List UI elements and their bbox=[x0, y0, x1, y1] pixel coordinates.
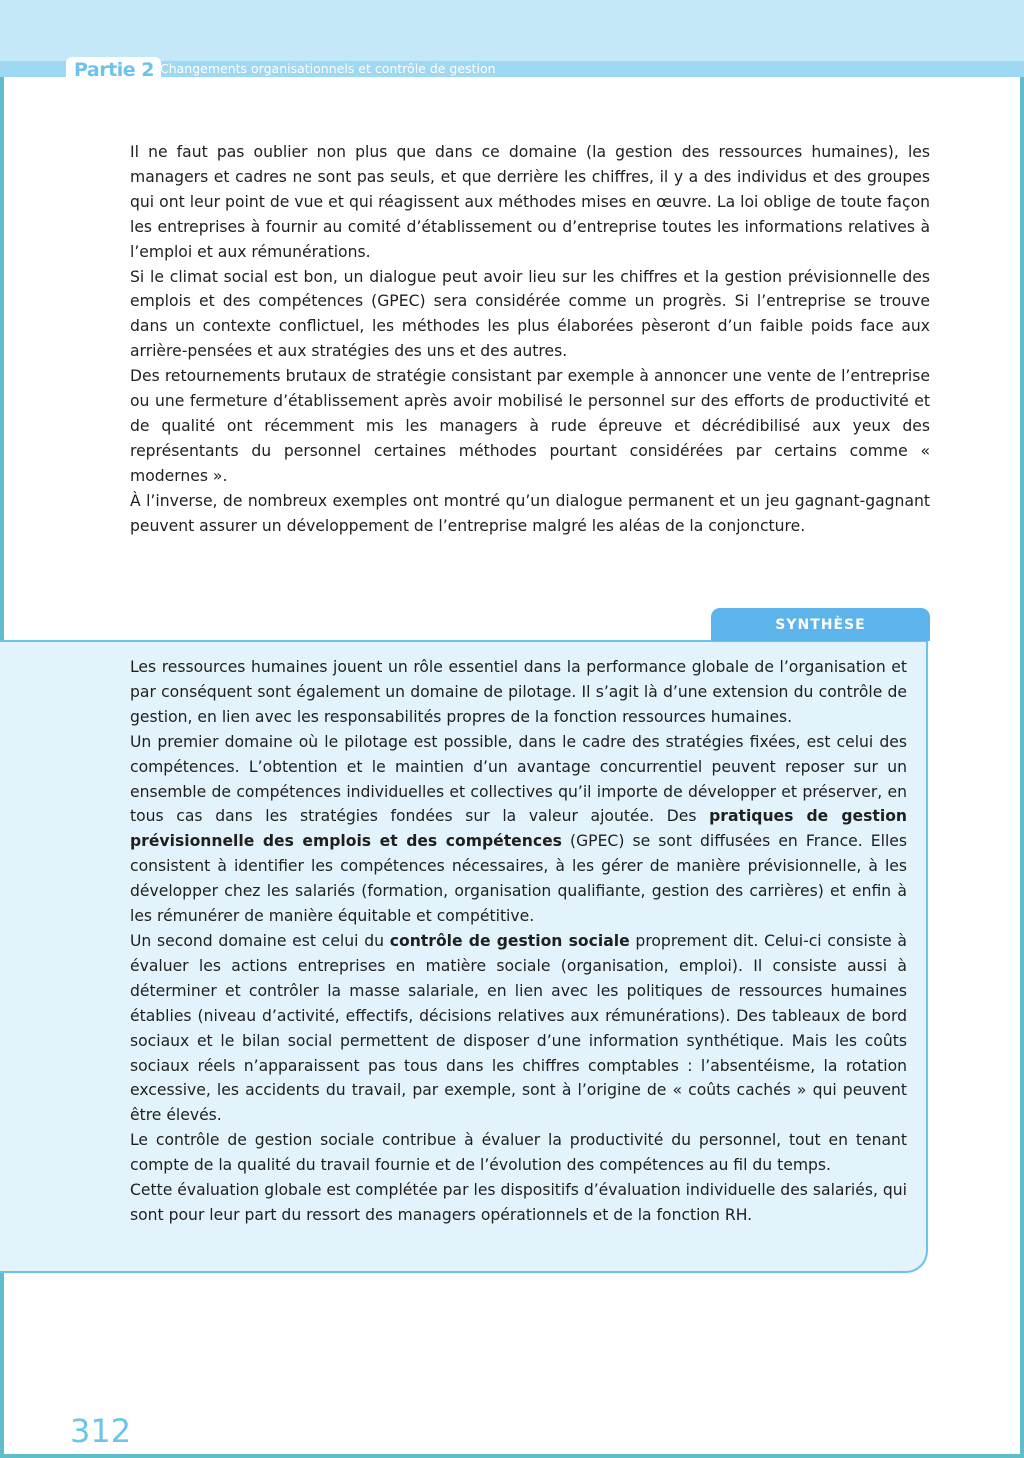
synthese-text-run: Un premier domaine où le pilotage est possible, dans le cadre des stratégies fixées, est celui des compétences. L’obtention et le maintien d’un avantage concurrentiel peuvent reposer sur un ensemble de compétences individuelles et collectives qu’il importe de développer et préserver, en tous cas dans les stratégies fondées sur la valeur ajoutée. Des bbox=[130, 732, 907, 826]
synthese-paragraph-1: Les ressources humaines jouent un rôle essentiel dans la performance globale de l’organisation et par conséquent sont également un domaine de pilotage. Il s’agit là d’une extension du contrôle de gestion, en lien avec les responsabilités propres de la fonction ressources humaines. bbox=[130, 658, 907, 726]
body-text bbox=[130, 140, 930, 539]
synthese-bold-gpec: pratiques de gestion prévisionnelle des emplois et des compétences bbox=[130, 807, 908, 851]
page-frame-bottom bbox=[0, 1454, 1024, 1458]
synthese-paragraph-3 bbox=[130, 929, 907, 1128]
synthese-text-run: Un second domaine est celui du bbox=[130, 931, 390, 950]
body-paragraph-4: À l’inverse, de nombreux exemples ont montré qu’un dialogue permanent et un jeu gagnant-gagnant peuvent assurer un développement de l’entreprise malgré les aléas de la conjoncture. bbox=[130, 491, 930, 535]
header-band bbox=[0, 0, 1024, 61]
synthese-tab: SYNTHÈSE bbox=[711, 608, 930, 641]
body-paragraph-1: Il ne faut pas oublier non plus que dans ce domaine (la gestion des ressources humaines), les managers et cadres ne sont pas seuls, et que derrière les chiffres, il y a des individus et des groupes qui ont leur point de vue et qui réagissent aux méthodes mises en œuvre. La loi oblige de toute façon les entreprises à fournir au comité d’établissement ou d’entreprise toutes les informations relatives à l’emploi et aux rémunérations. bbox=[130, 143, 930, 261]
synthese-paragraph-5: Cette évaluation globale est complétée par les dispositifs d’évaluation individuelle des salariés, qui sont pour leur part du ressort des managers opérationnels et de la fonction RH. bbox=[130, 1181, 907, 1224]
synthese-text-run: (GPEC) se sont diffusées en France. Elles consistent à identifier les compétences nécessaires, à les gérer de manière prévisionnelle, à les développer chez les salariés (formation, organisation qualifiante, gestion des carrières) et enfin à les rémunérer de manière équitable et compétitive. bbox=[130, 832, 907, 926]
synthese-paragraph-4: Le contrôle de gestion sociale contribue à évaluer la productivité du personnel, tout en tenant compte de la qualité du travail fournie et de l’évolution des compétences au fil du temps. bbox=[130, 1131, 907, 1175]
synthese-text bbox=[130, 655, 907, 1228]
synthese-bold-controle: contrôle de gestion sociale bbox=[389, 931, 630, 950]
part-label: Partie 2 bbox=[66, 57, 161, 81]
synthese-text-run: proprement dit. Celui-ci consiste à évaluer les actions entreprises en matière sociale (organisation, emploi). Il consiste aussi à déterminer et contrôler la masse salariale, en lien avec les politiques de ressources humaines établies (niveau d’activité, effectifs, décisions relatives aux rémunérations). Des tableaux de bord sociaux et le bilan social permettent de disposer d’une information synthétique. Mais les coûts sociaux réels n’apparaissent pas tous dans les chiffres comptables : l’absentéisme, la rotation excessive, les accidents du travail, par exemple, sont à l’origine de « coûts cachés » qui peuvent être élevés. bbox=[130, 931, 907, 1125]
page-frame-right bbox=[1020, 77, 1024, 1458]
body-paragraph-2: Si le climat social est bon, un dialogue peut avoir lieu sur les chiffres et la gestion prévisionnelle des emplois et des compétences (GPEC) sera considérée comme un progrès. Si l’entreprise se trouve dans un contexte conflictuel, les méthodes les plus élaborées pèseront d’un faible poids face aux arrière-pensées et aux stratégies des uns et des autres. bbox=[130, 267, 930, 361]
chapter-title: Changements organisationnels et contrôle de gestion bbox=[160, 61, 496, 76]
body-paragraph-3: Des retournements brutaux de stratégie consistant par exemple à annoncer une vente de l’entreprise ou une fermeture d’établissement après avoir mobilisé le personnel sur des efforts de productivité et de qualité ont récemment mis les managers à rude épreuve et décrédibilisé aux yeux des représentants du personnel certaines méthodes pourtant considérées par certains comme « modernes ». bbox=[130, 367, 930, 485]
page-number: 312 bbox=[70, 1412, 132, 1450]
synthese-paragraph-2 bbox=[130, 730, 907, 929]
